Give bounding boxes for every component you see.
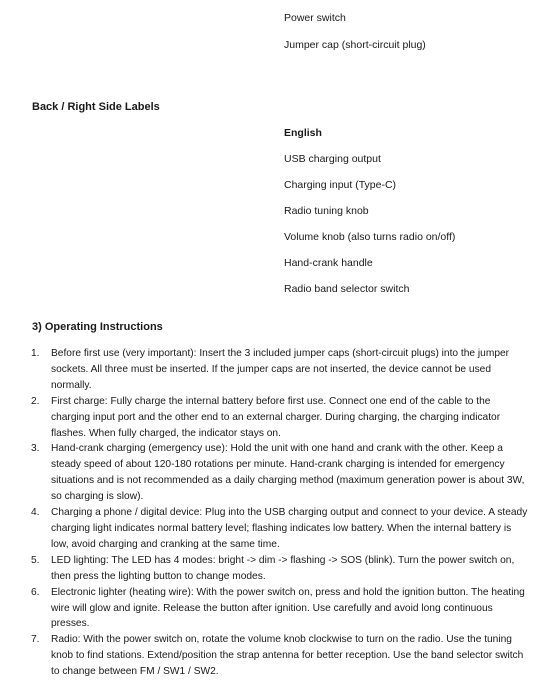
operating-instructions-heading: 3) Operating Instructions <box>32 321 163 333</box>
step-text: LED lighting: The LED has 4 modes: bright -> dim -> flashing -> SOS (blink). Turn the power switch on, then press the lighting button to change modes. <box>51 554 515 582</box>
list-item <box>31 505 529 553</box>
operating-steps-list <box>31 346 529 680</box>
label-band-selector: Radio band selector switch <box>284 283 410 295</box>
front-label-power-switch: Power switch <box>284 12 346 24</box>
step-number: 5. <box>31 554 40 566</box>
step-number: 4. <box>31 507 40 519</box>
step-text: Before first use (very important): Insert the 3 included jumper caps (short-circuit plugs) into the jumper sockets. All three must be inserted. If the jumper caps are not inserted, the device cannot be used normally. <box>51 348 510 391</box>
step-text: Radio: With the power switch on, rotate the volume knob clockwise to turn on the radio. Use the tuning knob to find stations. Extend/position the strap antenna for better reception. Use the band selector switch to change between FM / SW1 / SW2. <box>51 634 524 678</box>
label-radio-tuning-knob: Radio tuning knob <box>284 205 369 217</box>
list-item <box>31 441 529 505</box>
list-item <box>31 553 529 585</box>
step-text: Hand-crank charging (emergency use): Hold the unit with one hand and crank with the other. Keep a steady speed of about 120-180 rotations per minute. Hand-crank charging is intended for emergency situations and is not recommended as a daily charging method (maximum generation power is about 3W, so charging is slow). <box>51 443 525 503</box>
label-charging-input: Charging input (Type-C) <box>284 179 397 191</box>
label-usb-output: USB charging output <box>284 153 381 165</box>
step-text: Charging a phone / digital device: Plug into the USB charging output and connect to your device. A steady charging light indicates normal battery level; flashing indicates low battery. When the internal battery is low, avoid charging and cranking at the same time. <box>51 507 528 550</box>
front-label-jumper-cap: Jumper cap (short-circuit plug) <box>284 39 426 51</box>
step-number: 2. <box>31 395 40 407</box>
label-hand-crank: Hand-crank handle <box>284 257 373 269</box>
back-side-heading: Back / Right Side Labels <box>32 101 160 113</box>
step-number: 1. <box>31 348 40 359</box>
step-text: Electronic lighter (heating wire): With the power switch on, press and hold the ignition button. The heating wire will glow and ignite. Release the button after ignition. Use carefully and avoid long continuous presses. <box>51 586 525 630</box>
list-item <box>31 632 529 680</box>
step-text: First charge: Fully charge the internal battery before first use. Connect one end of the cable to the charging input port and the other end to an external charger. During charging, the charging indicator flashes. When fully charged, the indicator stays on. <box>51 395 501 439</box>
english-column-heading: English <box>284 127 322 139</box>
label-volume-knob: Volume knob (also turns radio on/off) <box>284 231 456 243</box>
step-number: 3. <box>31 443 40 455</box>
step-number: 7. <box>31 634 40 646</box>
list-item <box>31 346 529 394</box>
list-item <box>31 585 529 633</box>
step-number: 6. <box>31 586 40 598</box>
list-item <box>31 394 529 442</box>
